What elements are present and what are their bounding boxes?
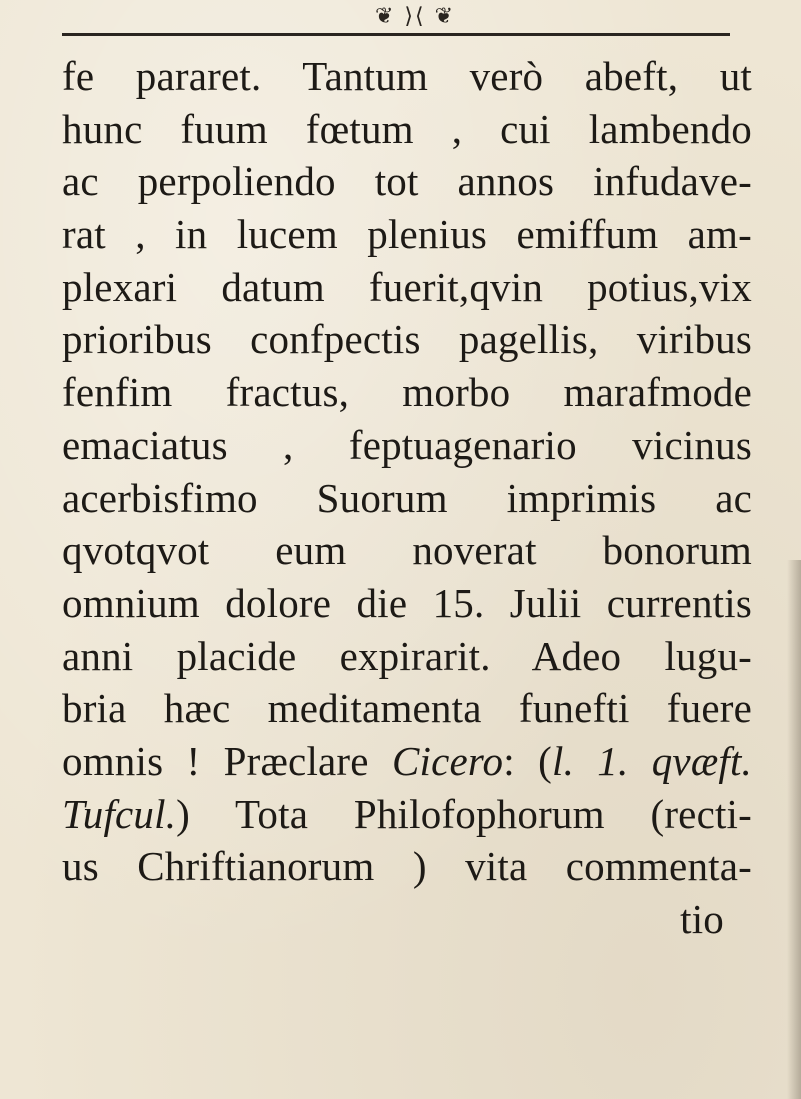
page-edge-shadow: [787, 560, 801, 1099]
text-segment: omnis ! Præclare: [62, 737, 392, 784]
text-line: [62, 735, 752, 788]
text-line: [62, 261, 752, 314]
text-line: [62, 313, 752, 366]
text-segment: plexari datum fuerit,qvin potius,vix: [62, 263, 752, 310]
text-segment: omnium dolore die 15. Julii currentis: [62, 579, 752, 626]
text-segment: us Chriftianorum ) vita commenta-: [62, 843, 752, 890]
text-line: [62, 840, 752, 893]
italic-text: Tufcul.: [62, 790, 177, 837]
header-ornament: ❦ ⟩⟨ ❦: [374, 4, 456, 29]
text-segment: rat , in lucem plenius emiffum am-: [62, 211, 752, 258]
italic-text: l. 1. qvæft.: [551, 737, 753, 784]
italic-text: Cicero: [391, 737, 504, 784]
text-segment: hunc fuum fœtum , cui lambendo: [62, 105, 752, 152]
text-segment: fe pararet. Tantum verò abeft, ut: [62, 53, 752, 99]
text-line: [62, 50, 752, 103]
text-segment: fenfim fractus, morbo marafmode: [62, 369, 752, 416]
text-line: [62, 682, 752, 735]
text-segment: prioribus confpectis pagellis, viribus: [62, 316, 752, 363]
text-segment: qvotqvot eum noverat bonorum: [62, 527, 752, 574]
text-segment: tio: [680, 896, 724, 942]
text-line: [62, 893, 752, 946]
text-segment: ) Tota Philofophorum (recti-: [176, 790, 752, 837]
text-line: [62, 155, 752, 208]
text-segment: emaciatus , feptuagenario vicinus: [62, 421, 752, 468]
text-line: [62, 419, 752, 472]
text-line: [62, 103, 752, 156]
text-line: [62, 788, 752, 841]
text-line: [62, 630, 752, 683]
text-line: [62, 524, 752, 577]
text-segment: anni placide expirarit. Adeo lugu-: [62, 632, 752, 679]
text-segment: ac perpoliendo tot annos infudave-: [62, 158, 752, 205]
text-block: [62, 50, 752, 946]
text-segment: bria hæc meditamenta funefti fuere: [62, 685, 752, 732]
page-header: [62, 2, 730, 38]
text-line: [62, 577, 752, 630]
text-segment: : (: [503, 737, 552, 784]
text-segment: acerbisfimo Suorum imprimis ac: [62, 474, 752, 521]
text-line: [62, 366, 752, 419]
header-rule: [62, 33, 730, 36]
text-line: [62, 208, 752, 261]
text-line: [62, 472, 752, 525]
